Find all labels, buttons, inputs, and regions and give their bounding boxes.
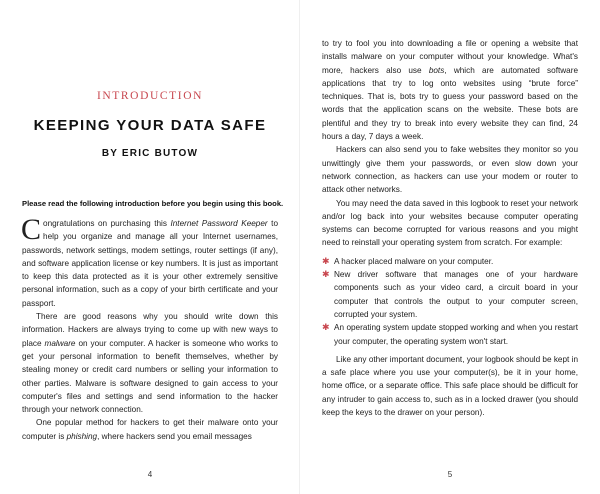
paragraph: You may need the data saved in this logbook to reset your network and/or log back into your websites because computer operating systems can become corrupted for various reasons and you might need to reinstall your operating system from scratch. For example:	[322, 198, 578, 248]
paragraph: Like any other important document, your logbook should be kept in a safe place where you use your computer(s), be it in your home, home office, or a separate office. This safe place should be difficult for any intruder to gain access to, such as in a locked drawer (you should keep the keys to the drawer on your person).	[322, 354, 578, 418]
asterisk-bullet-icon: ✱	[322, 255, 330, 266]
text-run: , which are automated software applications that try to log onto websites using “brute force” techniques. That is, bots try to guess your password based on the words that the application scans on the website. These bots are plentiful and they try to break into every website they can find, 24 hours a day, 7 days a week.	[322, 65, 578, 142]
left-body-text	[21, 213, 278, 443]
page-number-right: 5	[447, 470, 453, 479]
text-run: to help you organize and manage all your Internet usernames, passwords, network settings, modem settings, router settings (if any), and software application license or key numbers. It is just as important to keep this data protected as it is your other extremely sensitive personal information, such as a copy of your birth certificate and your passport.	[22, 219, 278, 308]
list-item-text: An operating system update stopped working and when you restart your computer, the operating system won't start.	[334, 323, 578, 346]
list-item	[322, 268, 578, 321]
paragraph	[21, 213, 278, 310]
text-run: , where hackers send you email messages	[97, 431, 252, 441]
italic-text: malware	[44, 338, 76, 348]
text-run: There are good reasons why you should write down this information. Hackers are always trying to come up with new ways to place	[22, 312, 278, 348]
lead-instruction: Please read the following introduction before you begin using this book.	[22, 199, 284, 208]
text-run: on your computer. A hacker is someone who works to get your personal information to benefit themselves, whether by stealing money or credit card numbers or selling your information to other parties. Malware is software designed to gain access to your computer's files and settings and send information to the hacker through your network connection.	[22, 338, 278, 415]
paragraph	[322, 37, 578, 143]
italic-text: Internet Password Keeper	[170, 219, 268, 228]
author-byline: BY ERIC BUTOW	[101, 148, 199, 159]
drop-cap: C	[21, 213, 42, 246]
text-run: One popular method for hackers to get their malware onto your computer is	[22, 418, 278, 441]
text-run: to try to fool you into downloading a file or opening a website that installs malware on your computer without your knowledge. What's more, hackers also use	[322, 39, 578, 75]
list-item	[322, 255, 578, 268]
bullet-list	[322, 255, 578, 348]
italic-text: bots	[428, 65, 445, 75]
text-run: ongratulations on purchasing this	[43, 219, 171, 228]
list-item-text: New driver software that manages one of your hardware components such as your video card, a circuit board in your computer that controls the output to your computer screen, corrupted your system.	[334, 270, 578, 319]
italic-text: phishing	[66, 431, 98, 441]
list-item-text: A hacker placed malware on your computer.	[334, 256, 494, 266]
paragraph	[22, 416, 278, 443]
section-label: INTRODUCTION	[96, 90, 204, 102]
paragraph: Hackers can also send you to fake websites they monitor so you unwittingly give them your passwords, or even slow down your network connection, as hackers can use your modem or router to attack other networks.	[322, 145, 578, 195]
right-page	[300, 0, 600, 494]
right-body-text	[322, 37, 578, 419]
list-item	[322, 321, 578, 348]
paragraph	[22, 310, 278, 416]
asterisk-bullet-icon: ✱	[322, 322, 330, 333]
page-title: KEEPING YOUR DATA SAFE	[33, 117, 267, 134]
page-number-left: 4	[147, 470, 153, 479]
asterisk-bullet-icon: ✱	[322, 269, 330, 280]
